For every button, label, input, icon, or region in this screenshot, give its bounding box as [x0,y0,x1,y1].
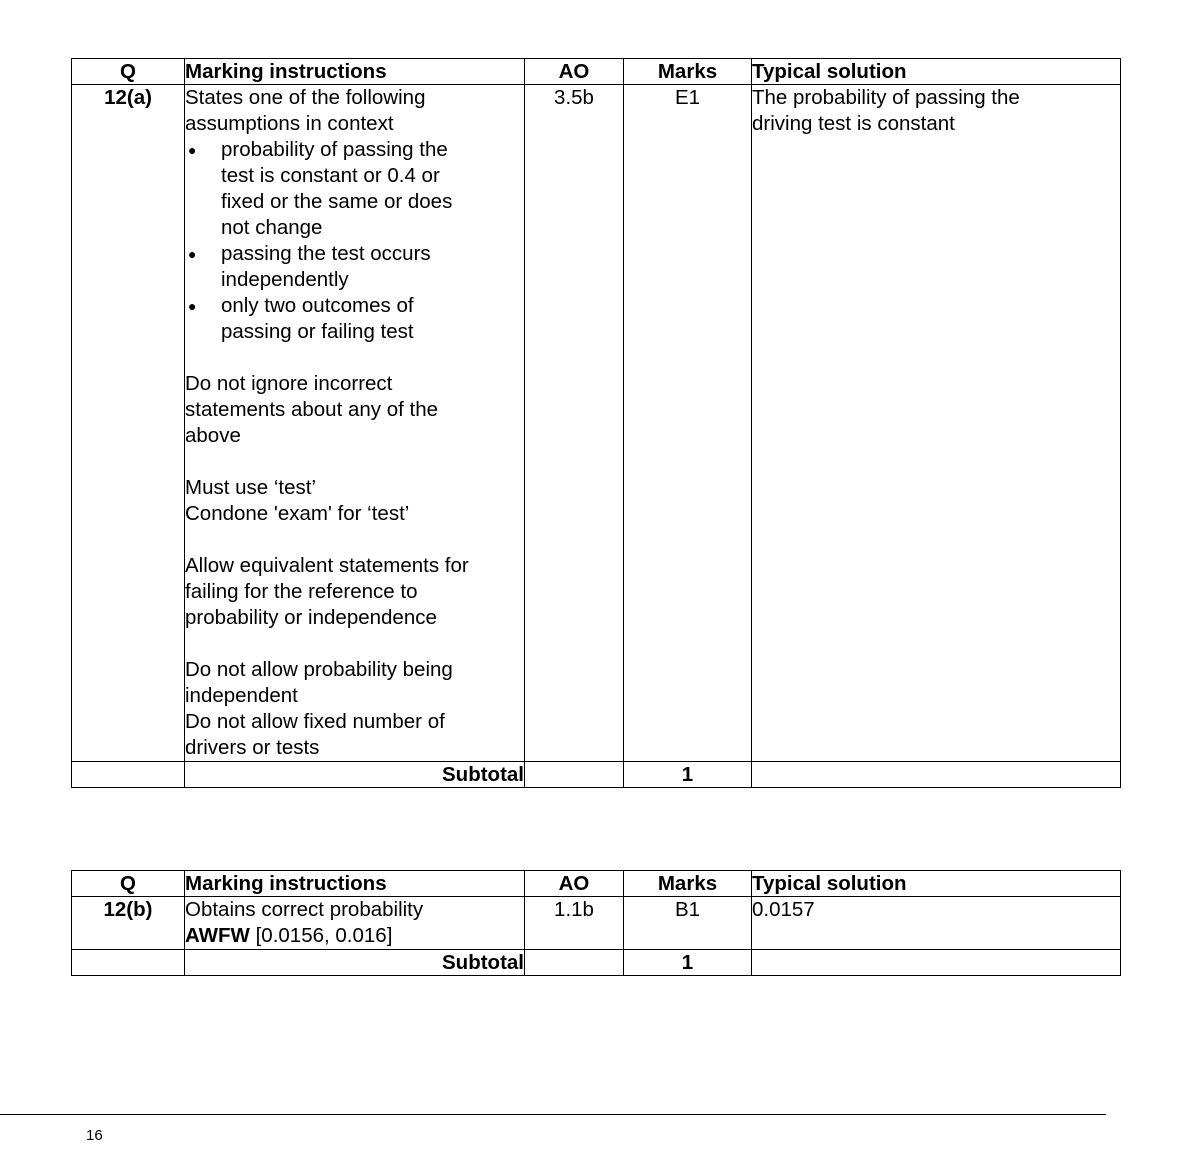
ao-cell: 3.5b [525,85,624,762]
instruction-line: Obtains correct probability [185,898,424,921]
header-q: Q [72,871,185,897]
typical-solution-cell [752,85,1121,762]
assumption-list [185,137,524,345]
instruction-line: probability or independence [185,606,437,629]
header-marking-instructions: Marking instructions [185,871,525,897]
mark-scheme-table-12b [71,870,1121,976]
instruction-line: assumptions in context [185,112,394,135]
instruction-line: drivers or tests [185,736,320,759]
typical-solution-cell: 0.0157 [752,897,1121,950]
list-item-line: independently [221,268,349,291]
subtotal-marks: 1 [624,950,752,976]
awfw-range: [0.0156, 0.016] [249,924,393,947]
instruction-line: Must use ‘test’ [185,476,317,499]
instruction-line: States one of the following [185,86,426,109]
list-item-line: test is constant or 0.4 or [221,164,440,187]
subtotal-row [72,762,1121,788]
instruction-line: Condone 'exam' for ‘test’ [185,502,410,525]
header-marks: Marks [624,871,752,897]
header-ao: AO [525,59,624,85]
instruction-line: Do not allow probability being [185,658,453,681]
awfw-label: AWFW [185,924,250,947]
instruction-line: Do not ignore incorrect [185,372,393,395]
subtotal-marks: 1 [624,762,752,788]
bullet-icon: ● [188,298,197,314]
page-number: 16 [86,1127,103,1144]
marks-cell: B1 [624,897,752,950]
marking-instructions-cell [185,85,525,762]
bullet-icon: ● [188,246,197,262]
list-item-line: probability of passing the [221,138,448,161]
solution-line: The probability of passing the [752,86,1020,109]
list-item-line: only two outcomes of [221,294,414,317]
table-header-row [72,59,1121,85]
list-item [185,293,524,345]
header-marking-instructions: Marking instructions [185,59,525,85]
header-typical-solution: Typical solution [752,871,1121,897]
instruction-line: Do not allow fixed number of [185,710,445,733]
table-row [72,85,1121,762]
subtotal-label: Subtotal [185,950,525,976]
header-typical-solution: Typical solution [752,59,1121,85]
list-item-line: passing or failing test [221,320,414,343]
header-ao: AO [525,871,624,897]
instruction-line: Allow equivalent statements for [185,554,469,577]
subtotal-row [72,950,1121,976]
table-row [72,897,1121,950]
list-item-line: passing the test occurs [221,242,431,265]
instruction-line [185,923,524,949]
solution-line: driving test is constant [752,112,955,135]
footer-divider [0,1114,1106,1115]
list-item [185,241,524,293]
instruction-line: independent [185,684,298,707]
header-q: Q [72,59,185,85]
instruction-line: statements about any of the [185,398,438,421]
list-item-line: fixed or the same or does [221,190,453,213]
ao-cell: 1.1b [525,897,624,950]
header-marks: Marks [624,59,752,85]
marking-instructions-cell [185,897,525,950]
list-item-line: not change [221,216,323,239]
mark-scheme-table-12a [71,58,1121,788]
instruction-line: above [185,424,241,447]
subtotal-label: Subtotal [185,762,525,788]
table-header-row [72,871,1121,897]
question-number: 12(b) [72,897,185,950]
list-item [185,137,524,241]
instruction-line: failing for the reference to [185,580,418,603]
question-number: 12(a) [72,85,185,762]
marks-cell: E1 [624,85,752,762]
bullet-icon: ● [188,142,197,158]
